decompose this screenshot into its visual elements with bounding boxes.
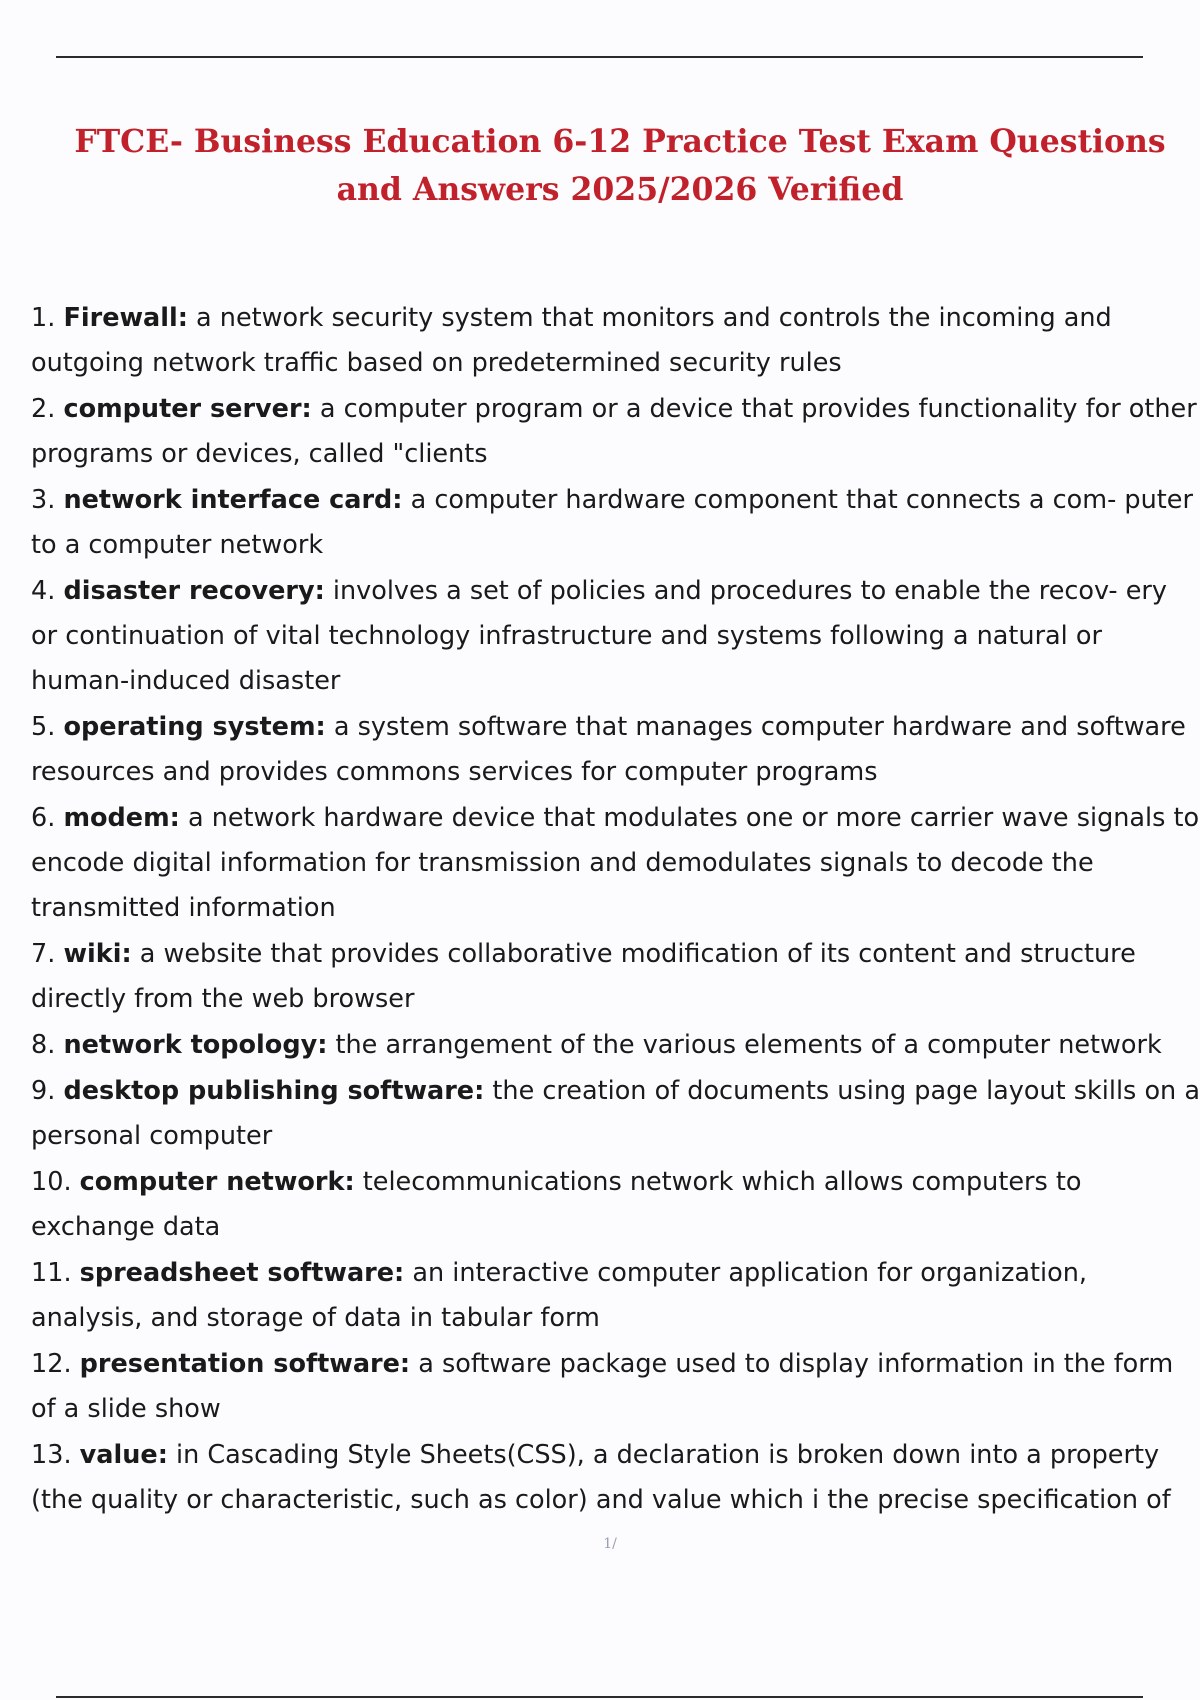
entry-number: 5.	[31, 712, 56, 742]
entry-number: 9.	[31, 1076, 56, 1106]
entry-number: 2.	[31, 394, 56, 424]
definition-entry	[31, 296, 1200, 386]
entry-definition: a network security system that monitors and controls the incoming and outgoing network traffic based on predetermined security rules	[31, 303, 1112, 378]
document-title: FTCE- Business Education 6-12 Practice Test Exam Questions and Answers 2025/2026 Verified	[74, 123, 1166, 208]
entry-definition: a system software that manages computer hardware and software resources and provides commons services for computer programs	[31, 712, 1186, 787]
entry-term: network topology:	[63, 1030, 328, 1060]
bottom-divider	[56, 1696, 1143, 1698]
entry-term: computer network:	[79, 1167, 355, 1197]
entry-number: 10.	[31, 1167, 72, 1197]
entry-definition: telecommunications network which allows computers to exchange data	[31, 1167, 1082, 1242]
definition-entry	[31, 1023, 1200, 1068]
entry-number: 1.	[31, 303, 56, 333]
entry-definition: involves a set of policies and procedures to enable the recov- ery or continuation of vital technology infrastructure and systems following a natural or human-induced disaster	[31, 576, 1167, 696]
entry-term: network interface card:	[63, 485, 403, 515]
entry-term: presentation software:	[79, 1349, 411, 1379]
definition-entry	[31, 1160, 1200, 1250]
definition-entry	[31, 705, 1200, 795]
entry-number: 3.	[31, 485, 56, 515]
entry-term: value:	[79, 1440, 168, 1470]
definition-list	[31, 296, 1200, 1524]
entry-definition: an interactive computer application for organization, analysis, and storage of data in tabular form	[31, 1258, 1087, 1333]
page-number: 1/	[603, 1536, 617, 1552]
entry-term: desktop publishing software:	[63, 1076, 485, 1106]
entry-number: 7.	[31, 939, 56, 969]
definition-entry	[31, 387, 1200, 477]
entry-definition: a website that provides collaborative modification of its content and structure directly from the web browser	[31, 939, 1136, 1014]
entry-definition: the creation of documents using page layout skills on a personal computer	[31, 1076, 1200, 1151]
definition-entry	[31, 1433, 1200, 1523]
entry-term: Firewall:	[63, 303, 188, 333]
entry-term: disaster recovery:	[63, 576, 325, 606]
entry-term: wiki:	[63, 939, 132, 969]
entry-number: 13.	[31, 1440, 72, 1470]
entry-term: computer server:	[63, 394, 312, 424]
entry-definition: a network hardware device that modulates one or more carrier wave signals to encode digital information for transmission and demodulates signals to decode the transmitted information	[31, 803, 1200, 923]
entry-number: 12.	[31, 1349, 72, 1379]
definition-entry	[31, 1342, 1200, 1432]
entry-number: 11.	[31, 1258, 72, 1288]
entry-number: 8.	[31, 1030, 56, 1060]
entry-definition: a computer program or a device that provides functionality for other programs or devices, called "clients	[31, 394, 1197, 469]
entry-definition: a computer hardware component that connects a com- puter to a computer network	[31, 485, 1193, 560]
definition-entry	[31, 796, 1200, 931]
entry-number: 6.	[31, 803, 56, 833]
entry-number: 4.	[31, 576, 56, 606]
definition-entry	[31, 478, 1200, 568]
entry-definition: the arrangement of the various elements of a computer network	[335, 1030, 1162, 1060]
definition-entry	[31, 932, 1200, 1022]
entry-term: spreadsheet software:	[79, 1258, 405, 1288]
definition-entry	[31, 569, 1200, 704]
entry-term: modem:	[63, 803, 180, 833]
entry-term: operating system:	[63, 712, 326, 742]
entry-definition: a software package used to display information in the form of a slide show	[31, 1349, 1174, 1424]
top-divider	[56, 56, 1143, 58]
definition-entry	[31, 1251, 1200, 1341]
entry-definition: in Cascading Style Sheets(CSS), a declaration is broken down into a property (the quality or characteristic, such as color) and value which i the precise specification of	[31, 1440, 1171, 1515]
definition-entry	[31, 1069, 1200, 1159]
